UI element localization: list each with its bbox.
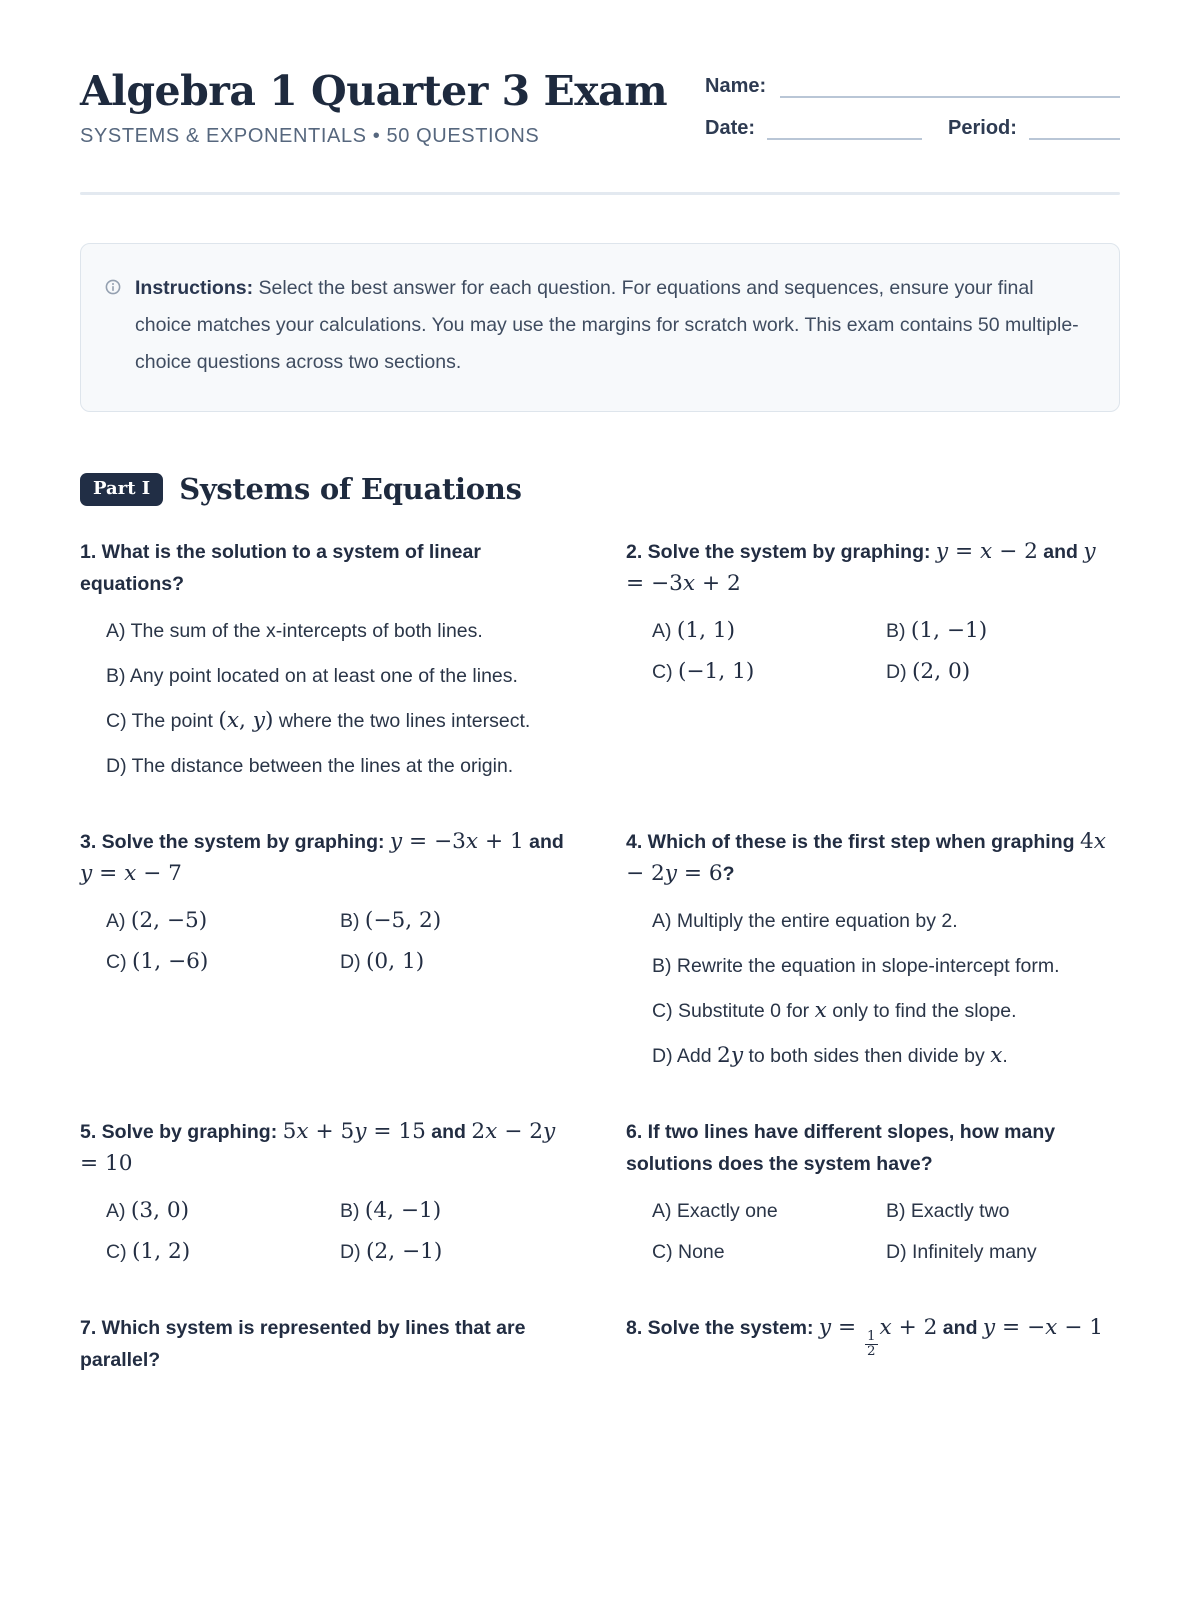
header-divider (80, 192, 1120, 195)
period-label: Period: (948, 117, 1017, 139)
option: B) (1, −1) (886, 618, 988, 644)
info-icon (105, 279, 121, 381)
question (626, 1312, 1120, 1376)
exam-page (80, 0, 1120, 1376)
date-period-row (705, 114, 1120, 140)
question (626, 1116, 1120, 1268)
question-prompt: 2. Solve the system by graphing: y = x − 2 and y = −3x + 2 (626, 539, 1096, 597)
question-prompt: 4. Which of these is the first step when graphing 4x − 2y = 6? (626, 829, 1106, 887)
part1-heading (80, 472, 1120, 506)
name-blank-line (780, 72, 1120, 98)
option: C) (−1, 1) (652, 659, 755, 685)
option: B) (−5, 2) (340, 908, 442, 934)
option: D) The distance between the lines at the origin. (106, 755, 514, 778)
question-prompt: 3. Solve the system by graphing: y = −3x + 1 and y = x − 7 (80, 829, 564, 887)
question-options (80, 615, 574, 782)
question (80, 826, 574, 1072)
date-label: Date: (705, 117, 756, 139)
part1-title: Systems of Equations (179, 472, 522, 507)
option: C) None (652, 1241, 725, 1264)
exam-header (80, 68, 1120, 148)
page-title: Algebra 1 Quarter 3 Exam (80, 67, 668, 115)
question-options (626, 615, 1120, 688)
option: B) (4, −1) (340, 1198, 442, 1224)
option: B) Any point located on at least one of the lines. (106, 665, 518, 688)
option: A) Multiply the entire equation by 2. (652, 910, 958, 933)
option: D) (0, 1) (340, 949, 425, 975)
questions-grid (80, 536, 1120, 1376)
header-titles (80, 68, 705, 148)
option: A) (1, 1) (652, 618, 736, 644)
option: B) Exactly two (886, 1200, 1010, 1223)
option: C) (1, 2) (106, 1239, 191, 1265)
option: A) (2, −5) (106, 908, 208, 934)
question (80, 1116, 574, 1268)
instructions-body: Select the best answer for each question. For equations and sequences, ensure your final choice matches your calculations. You may use the margins for scratch work. This exam contains 50 multiple-choice questions across two sections. (135, 277, 1079, 374)
part1-badge: Part I (80, 473, 163, 506)
question (80, 536, 574, 782)
period-blank-line (1029, 114, 1120, 140)
instructions-box (80, 243, 1120, 412)
option: C) (1, −6) (106, 949, 209, 975)
option: D) (2, −1) (340, 1239, 443, 1265)
question-options (80, 1195, 574, 1268)
option: A) Exactly one (652, 1200, 778, 1223)
question-options (626, 905, 1120, 1072)
option: D) Infinitely many (886, 1241, 1037, 1264)
instructions-text (135, 270, 1085, 381)
student-id-block (705, 68, 1120, 140)
instructions-lead: Instructions: (135, 277, 254, 300)
option: A) The sum of the x-intercepts of both lines. (106, 620, 483, 643)
question (626, 536, 1120, 782)
question-options (80, 905, 574, 978)
option: A) (3, 0) (106, 1198, 190, 1224)
option: D) (2, 0) (886, 659, 971, 685)
option: C) The point (x, y) where the two lines intersect. (106, 708, 531, 734)
name-label: Name: (705, 75, 767, 97)
question (80, 1312, 574, 1376)
question-prompt: 8. Solve the system: y = $\frac{1}{2}$ x + 2 and y = −x − 1 (626, 1315, 1103, 1360)
question (626, 826, 1120, 1072)
question-prompt: 1. What is the solution to a system of linear equations? (80, 541, 481, 596)
question-prompt: 6. If two lines have different slopes, how many solutions does the system have? (626, 1121, 1056, 1176)
option: B) Rewrite the equation in slope-intercept form. (652, 955, 1060, 978)
question-prompt: 7. Which system is represented by lines that are parallel? (80, 1317, 526, 1372)
option: D) Add 2y to both sides then divide by x. (652, 1043, 1008, 1069)
question-options (626, 1195, 1120, 1268)
option: C) Substitute 0 for x only to find the slope. (652, 998, 1017, 1024)
page-subtitle: SYSTEMS & EXPONENTIALS • 50 QUESTIONS (80, 125, 540, 148)
name-row (705, 72, 1120, 98)
question-prompt: 5. Solve by graphing: 5x + 5y = 15 and 2x − 2y = 10 (80, 1119, 556, 1177)
date-blank-line (767, 114, 922, 140)
